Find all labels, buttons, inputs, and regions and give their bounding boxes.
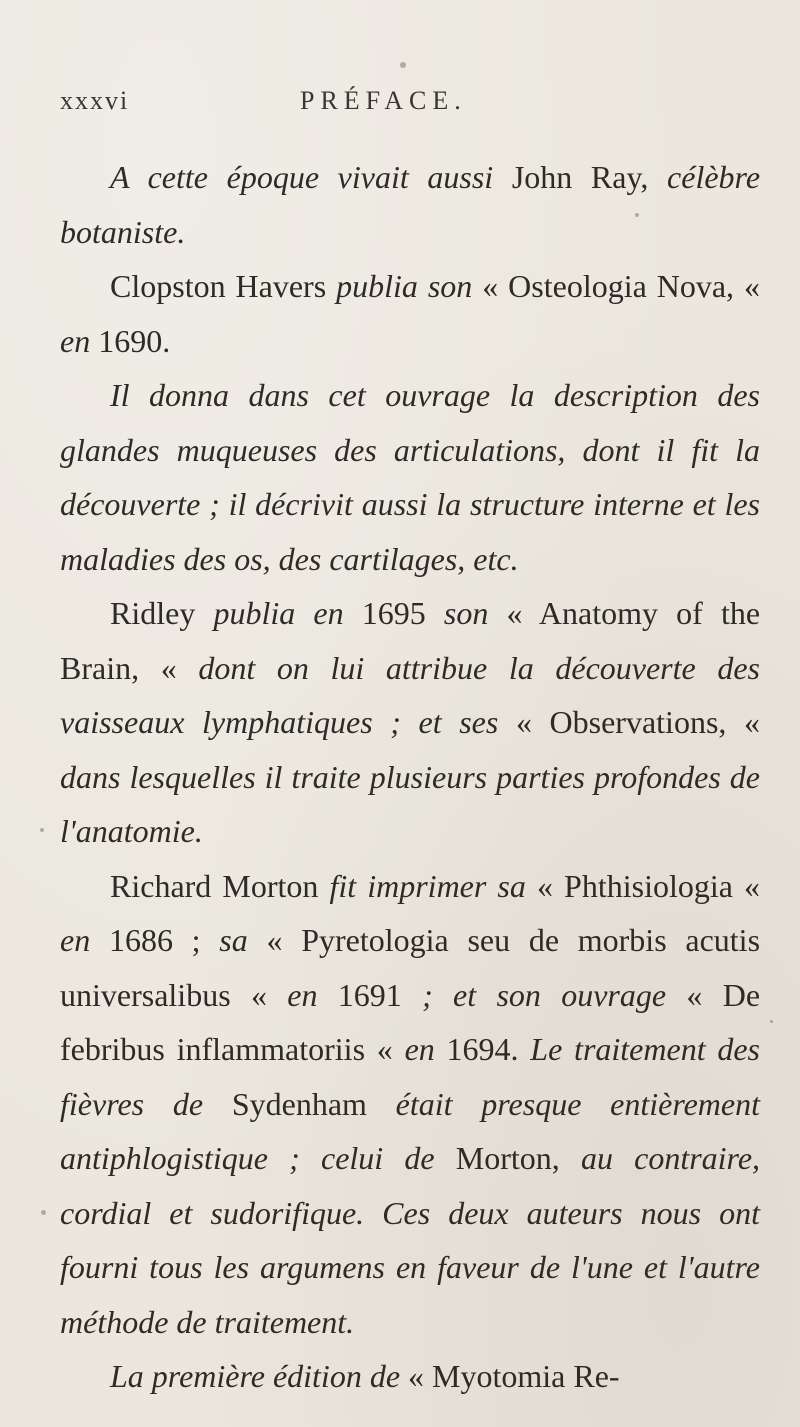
paragraph xyxy=(60,859,760,1350)
roman-text: 1686 ; xyxy=(108,922,220,958)
italic-text: au contraire, cordial et sudorifique. Ces deux auteurs nous ont fourni tous les argumens en faveur de l'une et l'autre méthode de traitement. xyxy=(60,1140,761,1340)
roman-text: « De febribus inflammatoriis « xyxy=(60,976,761,1067)
roman-text: Ridley xyxy=(110,595,214,631)
paper-speck xyxy=(635,213,639,217)
page-header xyxy=(60,86,760,126)
roman-text: « Phthisiologia « xyxy=(536,867,761,904)
paragraph xyxy=(60,1349,760,1404)
roman-text: Richard Morton xyxy=(110,867,330,904)
roman-text: Morton, xyxy=(455,1140,581,1176)
roman-text: 1691 xyxy=(337,976,423,1013)
italic-text: publia son xyxy=(336,268,483,304)
italic-text: en xyxy=(404,1031,447,1067)
roman-text: « Myotomia Re- xyxy=(408,1358,620,1394)
paragraph xyxy=(60,368,760,586)
running-head: PRÉFACE. xyxy=(300,86,467,115)
paragraph xyxy=(60,150,760,259)
roman-text: Clopston Havers xyxy=(110,268,337,304)
roman-text: « Anatomy of the Brain, « xyxy=(60,595,761,686)
page-number: xxxvi xyxy=(60,86,130,115)
roman-text: « Osteologia Nova, « xyxy=(482,268,761,304)
italic-text: A cette époque vivait aussi xyxy=(110,159,512,195)
paper-speck xyxy=(400,62,406,68)
body-text xyxy=(60,150,760,1404)
roman-text: John Ray, xyxy=(511,159,668,195)
italic-text: ; et son ouvrage xyxy=(422,976,687,1013)
paragraph xyxy=(60,259,760,368)
roman-text: 1695 xyxy=(361,595,444,631)
paper-speck xyxy=(41,1210,46,1215)
roman-text: « Pyretologia seu de morbis acutis universalibus « xyxy=(60,922,761,1013)
roman-text: 1694. xyxy=(446,1031,531,1067)
italic-text: était presque entièrement antiphlogistique ; celui de xyxy=(60,1085,761,1176)
italic-text: fit imprimer sa xyxy=(329,867,537,904)
italic-text: sa xyxy=(219,922,267,958)
italic-text: Le traitement des fièvres de xyxy=(60,1031,761,1122)
italic-text: dans lesquelles il traite plusieurs parties profondes de l'anatomie. xyxy=(60,758,760,849)
paper-speck xyxy=(770,1020,773,1023)
roman-text: Sydenham xyxy=(231,1085,396,1122)
italic-text: en xyxy=(60,322,99,359)
paragraph xyxy=(60,586,760,859)
italic-text: Il donna dans cet ouvrage la description des glandes muqueuses des articulations, dont il fit la découverte ; il décrivit aussi la structure interne et les maladies des os, des cartilages, etc. xyxy=(60,377,760,577)
italic-text: dont on lui attribue la découverte des vaisseaux lymphatiques ; et ses xyxy=(60,649,760,740)
italic-text: en xyxy=(287,976,338,1013)
italic-text: son xyxy=(443,595,507,631)
paper-speck xyxy=(40,828,44,832)
italic-text: célèbre botaniste. xyxy=(60,159,761,250)
roman-text: « Observations, « xyxy=(515,704,761,740)
roman-text: 1690. xyxy=(98,322,171,359)
italic-text: La première édition de xyxy=(110,1358,409,1394)
italic-text: publia en xyxy=(213,595,362,631)
italic-text: en xyxy=(60,922,109,958)
